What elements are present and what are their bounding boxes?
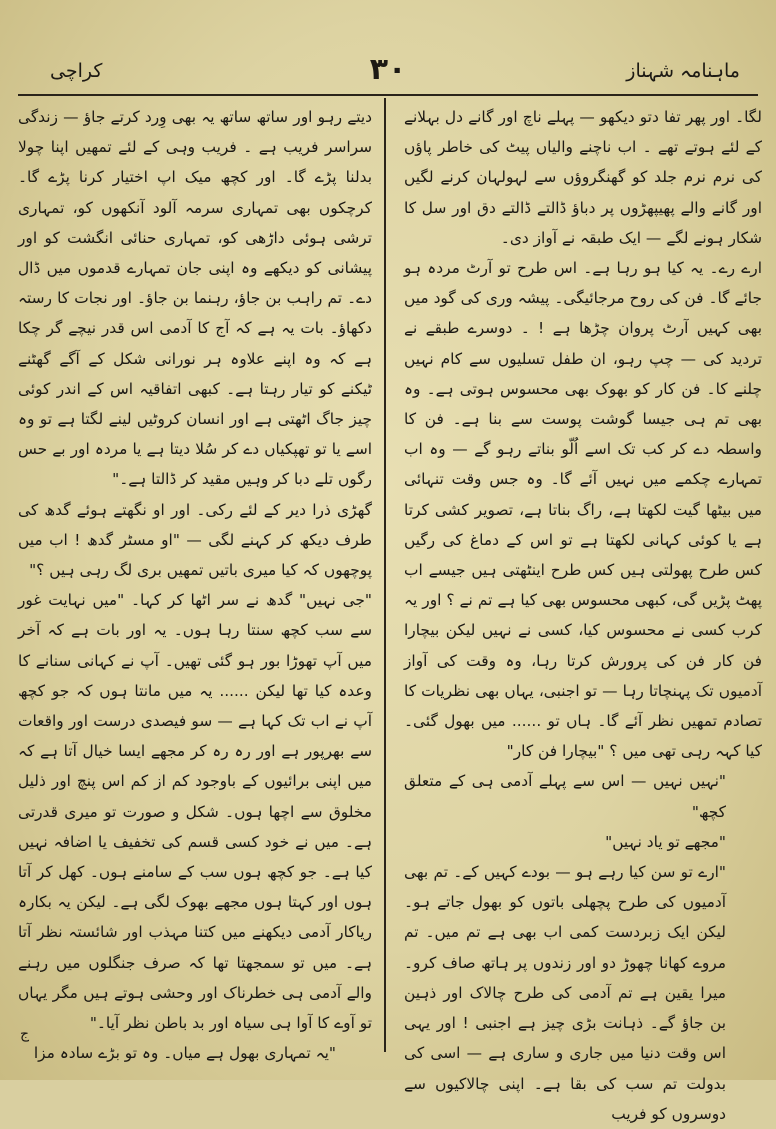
city-name: کراچی xyxy=(50,60,103,82)
header-rule xyxy=(18,94,758,96)
paragraph: ارے رے۔ یہ کیا ہو رہا ہے۔ اس طرح تو آرٹ مردہ ہو جائے گا۔ فن کی روح مرجائیگی۔ پیشہ وری کی گود میں بھی کہیں آرٹ پروان چڑھا ہے ! ۔ دوسرے طبقے نے تردید کی — چپ رہو، ان طفل تسلیوں سے کام نہیں چلنے کا۔ فن کار کو بھوک بھی محسوس ہوتی ہے۔ وہ بھی تم ہی جیسا گوشت پوست سے بنا ہے۔ فن کا واسطہ دے کر کب تک اسے اُلّو بناتے رہو گے — وہ اب تمہارے چکمے میں نہیں آئے گا۔ وہ جس وقت تنہائی میں بیٹھا گیت لکھتا ہے، راگ بناتا ہے، تصویر کشی کرتا ہے یا کوئی کہانی لکھتا ہے تو اس کے دماغ کی رگیں کس طرح پھولتی ہیں کس طرح اینٹھتی ہیں جیسے اب پھٹ پڑیں گی، کبھی محسوس بھی کیا ہے تم نے ؟ اور یہ کرب کسی نے محسوس کیا، کسی نے نہیں لیکن بیچارا فن کار فن کی پرورش کرتا رہا، وہ وقت کی آواز آدمیوں تک پہنچاتا رہا — تو اجنبی، یہاں بھی نظریات کا تصادم تمھیں نظر آئے گا۔ ہاں تو ...... میں بھول گئی۔ کیا کہہ رہی تھی میں ؟ "بیچارا فن کار" xyxy=(404,259,762,761)
paragraph: گھڑی ذرا دیر کے لئے رکی۔ اور او نگھتے ہوئے گدھ کی طرف دیکھ کر کہنے لگی — "او مسٹر گدھ ! اب میں پوچھوں کہ کیا میری باتیں تمھیں بری لگ رہی ہیں ؟" xyxy=(18,500,372,580)
paragraph: "یہ تمہاری بھول ہے میاں۔ وہ تو بڑے سادہ مزا xyxy=(33,1044,336,1063)
paragraph: "جی نہیں" گدھ نے سر اٹھا کر کہا۔ "میں نہایت غور سے سب کچھ سنتا رہا ہوں۔ یہ اور بات ہے کہ آخر میں آپ تھوڑا بور ہو گئی تھیں۔ آپ نے کہانی سنانے کا وعدہ کیا تھا لیکن ...... یہ میں مانتا ہوں کہ جو کچھ آپ نے اب تک کہا ہے — سو فیصدی درست اور واقعات سے بھرپور ہے اور رہ رہ کر مجھے ایسا خیال آتا ہے کہ میں اپنی برائیوں کے باوجود کم از کم اس پنچ اور ذلیل مخلوق سے اچھا ہوں۔ شکل و صورت تو میری قدرتی ہے۔ میں نے خود کسی قسم کی تخفیف یا اضافہ نہیں کیا ہے۔ جو کچھ ہوں سب کے سامنے ہوں۔ کھل کر آتا ہوں اور کہتا ہوں مجھے بھوک لگی ہے۔ لیکن یہ بکارہ ریاکار آدمی دیکھنے میں کتنا مہذب اور شائستہ نظر آتا ہے۔ میں تو سمجھتا تھا کہ صرف جنگلوں میں رہنے والے آدمی ہی خطرناک اور وحشی ہوتے ہیں مگر یہاں تو آوے کا آوا ہی سیاہ اور بد باطن نظر آیا۔" xyxy=(18,591,372,1033)
paragraph: دیتے رہو اور ساتھ ساتھ یہ بھی وِرد کرتے جاؤ — زندگی سراسر فریب ہے ۔ فریب وہی کے لئے تمھیں اپنا چولا بدلنا پڑے گا۔ اور کچھ میک اپ اختیار کرنا پڑے گا۔ کرچکوں بھی تمہاری سرمہ آلود آنکھوں کو، تمہاری ترشی ہوئی داڑھی کو، تمہاری حنائی انگشت کو اور پیشانی کو دیکھے وہ اپنی جان تمہارے قدموں میں ڈال دے۔ تم راہب بن جاؤ، رہنما بن جاؤ۔ اور نجات کا رستہ دکھاؤ۔ بات یہ ہے کہ آج کا آدمی اس قدر نیچے گر چکا ہے کہ وہ اپنے علاوہ ہر نورانی شکل کے آگے گھٹنے ٹیکنے کو تیار رہتا ہے۔ کبھی اتفاقیہ اس کے اندر کوئی چیز جاگ اٹھتی ہے اور انسان کروٹیں لینے لگتا ہے تو وہ اسے یا تو تھپکیاں دے کر سُلا دیتا ہے یا مردہ اور بے حس رگوں تلے دبا کر وہیں مقید کر ڈالتا ہے۔" xyxy=(18,108,372,489)
paragraph: "ارے تو سن کیا رہے ہو — بودے کہیں کے۔ تم بھی آدمیوں کی طرح پچھلی باتوں کو بھول جاتے ہو۔ لیکن ایک زبردست کمی اب بھی ہے تم میں۔ تم مروے کھانا چھوڑ دو اور زندوں پر ہاتھ صاف کرو۔ میرا یقین ہے تم آدمی کی طرح چالاک اور ذہین بن جاؤ گے۔ ذہانت بڑی چیز ہے اجنبی ! اور یہی اس وقت دنیا میں جاری و ساری ہے — اسی کی بدولت تم سب کی بقا ہے۔ اپنی چالاکیوں سے دوسروں کو فریب xyxy=(404,863,726,1123)
page-header xyxy=(20,52,756,96)
left-column xyxy=(18,102,372,1063)
paragraph: لگا۔ اور پھر تفا دتو دیکھو — پہلے ناچ اور گانے دل بہلانے کے لئے ہوتے تھے ۔ اب ناچنے والیاں پیٹ کی خاطر پاؤں کی نرم نرم جلد کو گھنگروؤں سے لہولہان کرنے لگیں اور گانے والے پھیپھڑوں پر دباؤ ڈالتے ڈالتے دق اور سل کا شکار ہونے لگے — ایک طبقہ نے آواز دی۔ xyxy=(404,108,762,247)
paragraph: "مجھے تو یاد نہیں" xyxy=(605,832,726,851)
margin-mark: ج xyxy=(20,1026,30,1042)
magazine-title: ماہنامہ شہناز xyxy=(626,60,740,82)
right-column xyxy=(404,102,762,1123)
paragraph: "نہیں نہیں — اس سے پہلے آدمی ہی کے متعلق کچھ" xyxy=(404,772,726,821)
column-divider xyxy=(384,98,386,1052)
page-number: ۳۰ xyxy=(369,52,407,87)
